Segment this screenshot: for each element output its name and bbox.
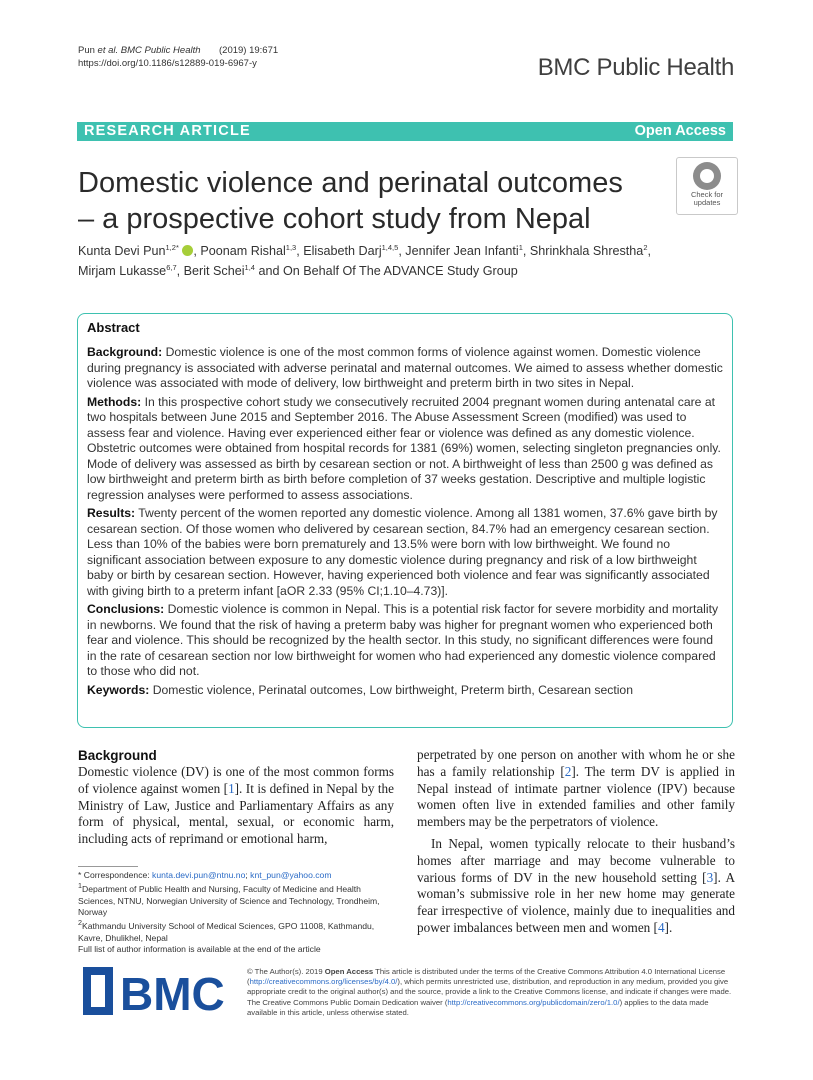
author-group: and On Behalf Of The ADVANCE Study Group [254,264,518,278]
article-type-banner [77,122,733,141]
section-heading: Background [78,748,157,763]
license-link[interactable]: http://creativecommons.org/licenses/by/4.0/ [249,977,398,987]
author-affiliation: 2 [643,242,648,252]
right-column [417,747,735,937]
open-access-label: Open Access [634,123,726,139]
email-link[interactable]: knt_pun@yahoo.com [250,870,332,880]
correspondence: * Correspondence: kunta.devi.pun@ntnu.no; knt_pun@yahoo.com [78,870,332,880]
logo-mark-bar [105,967,113,1015]
body-paragraph: Domestic violence (DV) is one of the most common forms of violence against women [1]. It is defined in Nepal by the Ministry of Law, Justice and Parliamentary Affairs as any form of physical, mental, sexual, or economic harm, including acts of reprimand or emotional harm, [78,764,394,847]
author-list: Kunta Devi Pun$^{1,2*}$ , Poonam Rishal$^{1,3}$, Elisabeth Darj$^{1,4,5}$, Jennifer Jean Infanti$^1$, Shrinkhala Shrestha$^2$, Mirjam Lukasse$^{6,7}$, Berit Schei$^{1,4}$ and On Behalf Of The ADVANCE Study Group [78,242,651,278]
author-affiliation: 1 [518,242,523,252]
bmc-logo [83,963,238,1021]
abstract-box [77,313,733,728]
citation-link[interactable]: 3 [706,869,714,885]
logo-mark-inner [91,975,105,1007]
abstract-heading: Abstract [87,320,140,335]
affiliation: $^1$Department of Public Health and Nursing, Faculty of Medicine and Health Sciences, NTNU, Norwegian University of Science and Technology, Trondheim, Norway [78,882,380,918]
abstract-keywords: Keywords: Domestic violence, Perinatal outcomes, Low birthweight, Preterm birth, Cesarean section [87,682,633,697]
author: , Elisabeth Darj [296,244,382,258]
article-title [78,165,668,237]
left-column [78,747,394,848]
running-header [78,44,278,70]
author-info-note: Full list of author information is available at the end of the article [78,944,321,955]
body-paragraph: perpetrated by one person on another with whom he or she has a family relationship [2]. The term DV is applied in Nepal instead of intimate partner violence (IPV) because women often live in extended families and other family members may be the perpetrators of violence. [417,747,735,830]
author-affiliation: 1,3 [285,242,297,252]
orcid-icon[interactable] [182,245,193,256]
footnotes [78,870,394,956]
author: Mirjam Lukasse [78,264,167,278]
affiliation: $^2$Kathmandu University School of Medical Sciences, GPO 11008, Kathmandu, Kavre, Dhulikhel, Nepal [78,919,375,943]
abstract-background: Background: Domestic violence is one of the most common forms of violence against women. Domestic violence during pregnancy is associated with adverse perinatal and maternal outcomes. We aimed to assess whether domestic violence was associated with mode of delivery, low birthweight and preterm birth in two sites in Nepal. [87,345,723,390]
citation-link[interactable]: 2 [564,763,572,779]
waiver-link[interactable]: http://creativecommons.org/publicdomain/zero/1.0/ [447,997,620,1007]
author: , Shrinkhala Shrestha [522,244,644,258]
citation-link[interactable]: 4 [657,919,665,935]
check-for-updates-button[interactable] [676,157,738,215]
journal-name: BMC Public Health [537,54,734,81]
footnote-divider [78,866,138,867]
author: Kunta Devi Pun [78,244,166,258]
header-citation: (2019) 19:671 [219,45,279,56]
author-affiliation: 1,4,5 [381,242,399,252]
author: , Berit Schei [176,264,245,278]
email-link[interactable]: kunta.devi.pun@ntnu.no [152,870,246,880]
article-type: RESEARCH ARTICLE [84,123,251,139]
header-journal: et al. BMC Public Health [97,45,201,56]
body-paragraph: In Nepal, women typically relocate to their husband’s homes after marriage and may become vulnerable to various forms of DV in the new household setting [3]. A woman’s submissive role in her new home may generate fear irrespective of violence, mainly due to inequalities and power imbalances between men and women [4]. [417,835,735,935]
title-line-2: – a prospective cohort study from Nepal [78,203,591,235]
check-updates-icon [693,162,721,190]
author: , Poonam Rishal [193,244,286,258]
abstract-results: Results: Twenty percent of the women reported any domestic violence. Among all 1381 women, 37.6% gave birth by cesarean section. Of those women who delivered by cesarean section, 84.7% had an emergency cesarean section. Less than 10% of the babies were born prematurely and 13.5% were born with low birthweight. We found no significant association between exposure to any domestic violence during pregnancy and risk of a low birthweight baby or birth by cesarean section. However, having experienced both violence and fear was significantly associated with giving birth to a preterm infant [aOR 2.33 (95% CI;1.10–4.73)]. [87,506,718,598]
author-affiliation: 1,2* [165,242,179,252]
license-text: © The Author(s). 2019 Open Access This article is distributed under the terms of the Creative Commons Attribution 4.0 International License (http://creativecommons.org/licenses/by/4.0/), which permits unrestricted use, distribution, and reproduction in any medium, provided you give appropriate credit to the original author(s) and the source, provide a link to the Creative Commons license, and indicate if changes were made. The Creative Commons Public Domain Dedication waiver (http://creativecommons.org/publicdomain/zero/1.0/) applies to the data made available in this article, unless otherwise stated. [247,967,732,1017]
author-affiliation: 6,7 [166,262,177,272]
title-line-1: Domestic violence and perinatal outcomes [78,167,623,199]
abstract-methods: Methods: In this prospective cohort study we consecutively recruited 2004 pregnant women during antenatal care at two hospitals between June 2015 and September 2016. The Abuse Assessment Screen (modified) was used to assess fear and violence. Having ever experienced either fear or violence was defined as any domestic violence. Obstetric outcomes were obtained from hospital records for 1381 (69%) women, selecting singleton pregnancies only. Mode of delivery was assessed as birth by cesarean section or not. A birthweight of less than 2500 g was defined as low birthweight and preterm birth as birth before completion of 37 weeks gestation. Descriptive and multiple logistic regression analyses were performed to assess associations. [87,394,721,502]
author-affiliation: 1,4 [244,262,255,272]
check-updates-line2: updates [693,198,721,207]
doi-link[interactable]: https://doi.org/10.1186/s12889-019-6967-y [78,58,257,69]
author: , Jennifer Jean Infanti [398,244,519,258]
citation-link[interactable]: 1 [228,780,235,796]
abstract-conclusions: Conclusions: Domestic violence is common in Nepal. This is a potential risk factor for severe morbidity and mortality in newborns. We found that the risk of having a preterm baby was higher for pregnant women who experienced both fear and violence. This should be recognized by the health sector. In this study, no significant differences were found in the rate of cesarean section nor low birthweight for women who had experienced any domestic violence compared to those who did not. [87,602,719,678]
header-author: Pun [78,45,95,56]
logo-text: BMC [120,968,225,1020]
check-updates-line1: Check for [690,190,724,199]
